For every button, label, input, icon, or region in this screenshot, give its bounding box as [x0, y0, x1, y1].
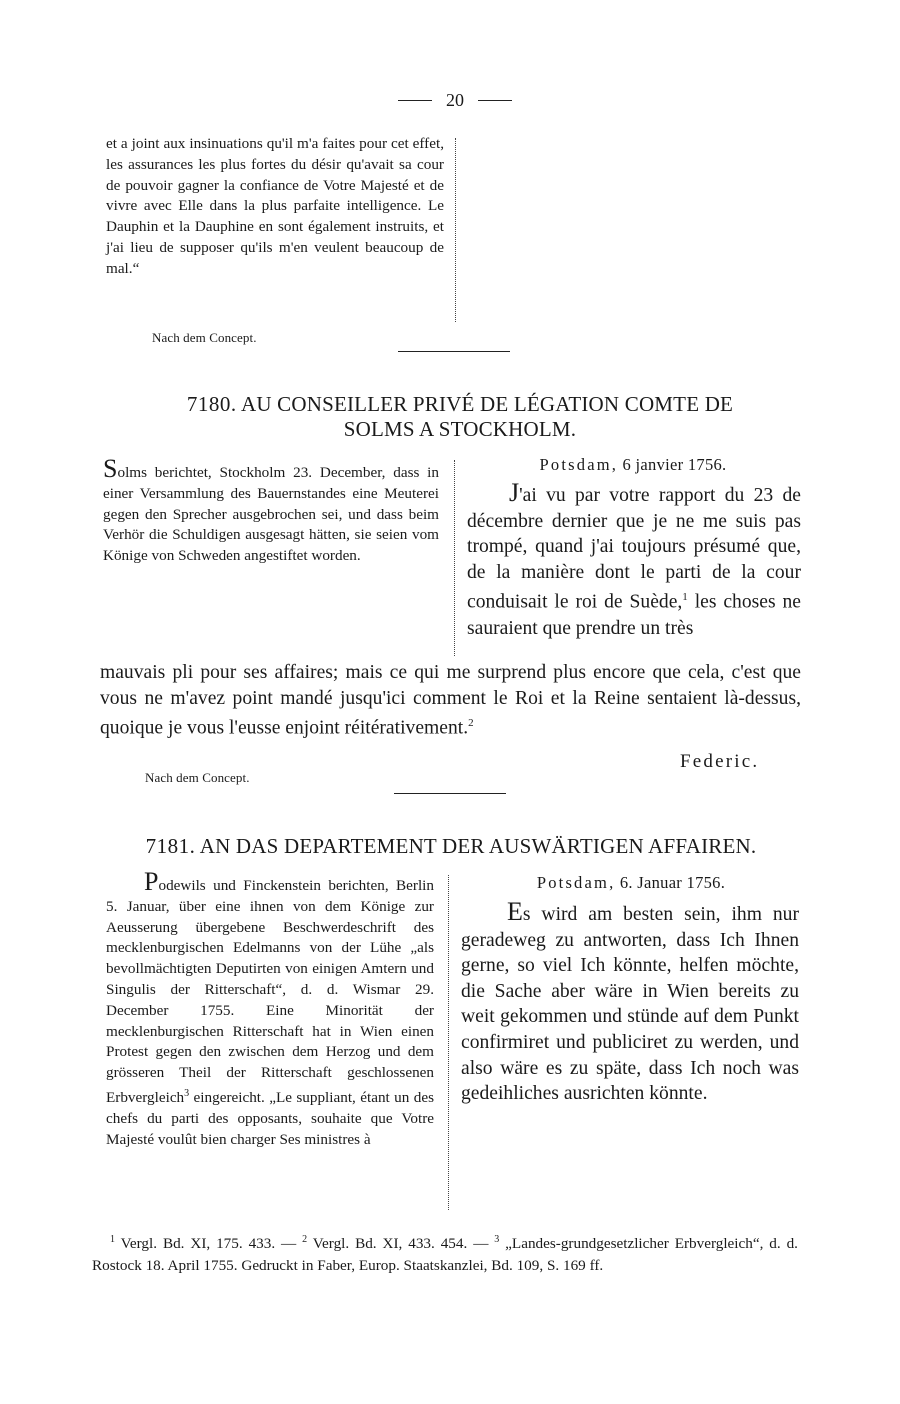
letter-7180-summary-text: olms berichtet, Stockholm 23. December, dass in einer Versammlung des Bauernstandes eine Meuterei gegen den Sprecher ausgebrochen sei, und dass beim Verhör die Schuldigen ausgesagt hätten, sie seien vom Könige von Schweden angestiftet worden. [103, 464, 439, 565]
letter-7180-body-col-end: les choses ne sauraient que prendre un très [467, 591, 801, 639]
column-divider [448, 875, 449, 1210]
source-note: Nach dem Concept. [145, 770, 250, 785]
letter-7181-dateline [463, 873, 799, 893]
dateline-date: 6 janvier 1756. [622, 455, 727, 474]
letter-7180-number: 7180. [186, 392, 237, 416]
column-divider [454, 460, 455, 656]
source-note: Nach dem Concept. [152, 330, 257, 345]
footnote-3: „Landes-grundgesetzlicher Erbvergleich“, d. d. Rostock 18. April 1755. Gedruckt in Faber, Europ. Staatskanzlei, Bd. 109, S. 169 ff. [92, 1235, 798, 1275]
letter-7181-summary-text: odewils und Finckenstein berichten, Berlin 5. Januar, über eine ihnen von dem Könige zur Aeusserung übergebene Beschwerdeschrift des mecklenburgischen Edelmanns von der Lühe „als bevollmächtigten Deputirten von einigen Amtern und Singulis der Ritterschaft“, d. d. Wismar 29. December 1755. Eine Minorität der mecklenburgischen Ritterschaft hat in Wien einen Protest gegen den zwischen dem Herzog und dem grösseren Theil der Ritterschaft geschlossenen Erbvergleich [106, 877, 434, 1107]
dateline-place: Potsdam, [539, 455, 619, 474]
dateline-date: 6. Januar 1756. [619, 873, 726, 892]
page-number-text: 20 [446, 89, 464, 110]
footnote-1: Vergl. Bd. XI, 175. 433. — [115, 1235, 303, 1253]
footnote-ref: 1 [682, 591, 688, 604]
letter-7181-summary [106, 869, 434, 1150]
letter-7180-dateline [465, 455, 801, 475]
footnote-mark: 2 [302, 1234, 308, 1245]
section-rule [394, 793, 506, 794]
letter-7181-summary-initial: P [144, 867, 159, 896]
letter-7180-body-full-text: mauvais pli pour ses affaires; mais ce qui me surprend plus encore que cela, c'est que vous ne m'avez point mandé jusqu'ici comment le Roi et la Reine sentaient là-dessus, quoique je vous l'eusse enjoint réitérativement. [100, 662, 801, 739]
letter-7181-summary-text-cont: eingereicht. „Le suppliant, étant un des chefs du parti des opposants, souhaite que Votre Majesté voulût bien charger Ses ministres à [106, 1089, 434, 1148]
footnote-mark: 1 [110, 1234, 115, 1245]
dateline-place: Potsdam, [536, 873, 616, 892]
letter-7180-title-line1: AU CONSEILLER PRIVÉ DE LÉGATION COMTE DE [240, 392, 734, 416]
letter-7180-heading [100, 392, 820, 442]
letter-7180-body-full [100, 660, 801, 741]
footnote-mark: 3 [494, 1234, 500, 1245]
page-number-dash-right [478, 100, 512, 101]
letter-7180-body-initial: J [509, 478, 520, 507]
page-number-dash-left [398, 100, 432, 101]
page-number [380, 88, 530, 112]
letter-7181-body [461, 899, 799, 1107]
footnote-2: Vergl. Bd. XI, 433. 454. — [307, 1235, 495, 1253]
column-divider [455, 138, 456, 322]
footnotes [92, 1229, 798, 1277]
top-fragment-text: et a joint aux insinuations qu'il m'a faites pour cet effet, les assurances les plus fortes du désir qu'avait sa cour de pouvoir gagner la confiance de Votre Majesté et de vivre avec Elle dans la plus parfaite intelligence. Le Dauphin et la Dauphine en sont également instruits, et j'ai lieu de supposer qu'ils m'en veulent beaucoup de mal.“ [106, 135, 444, 277]
footnote-ref: 2 [468, 717, 474, 730]
letter-7181-title: AN DAS DEPARTEMENT DER AUSWÄRTIGEN AFFAIREN. [199, 834, 757, 858]
letter-7181-heading [95, 834, 807, 859]
letter-7180-heading-line1 [100, 392, 820, 417]
section-rule [398, 351, 510, 352]
letter-7180-summary [103, 456, 439, 567]
letter-7180-body-col-text: 'ai vu par votre rapport du 23 de décembre dernier que je ne me suis pas trompé, quand j'ai toujours présumé que, de la manière dont le parti de la cour conduisait le roi de Suède, [467, 485, 801, 613]
footnote-ref: 3 [184, 1087, 190, 1099]
letter-7180-title-line2: SOLMS A STOCKHOLM. [343, 417, 577, 441]
letter-7180-summary-initial: S [103, 454, 118, 483]
letter-7180-body-column [467, 480, 801, 641]
letter-7181-number: 7181. [145, 834, 196, 858]
letter-7181-body-text: s wird am besten sein, ihm nur geradeweg zu antworten, dass Ich Ihnen gerne, so viel Ich könnte, helfen möchte, die Sache aber wäre in Wien bereits zu weit gekommen und stünde auf dem Punkt confirmiret und publiciret zu werden, und also wäre es zu späte, dass Ich noch was gedeihliches ausrichten könnte. [461, 904, 799, 1105]
letter-7181-body-initial: E [507, 897, 523, 926]
signature: Federic. [680, 751, 760, 772]
